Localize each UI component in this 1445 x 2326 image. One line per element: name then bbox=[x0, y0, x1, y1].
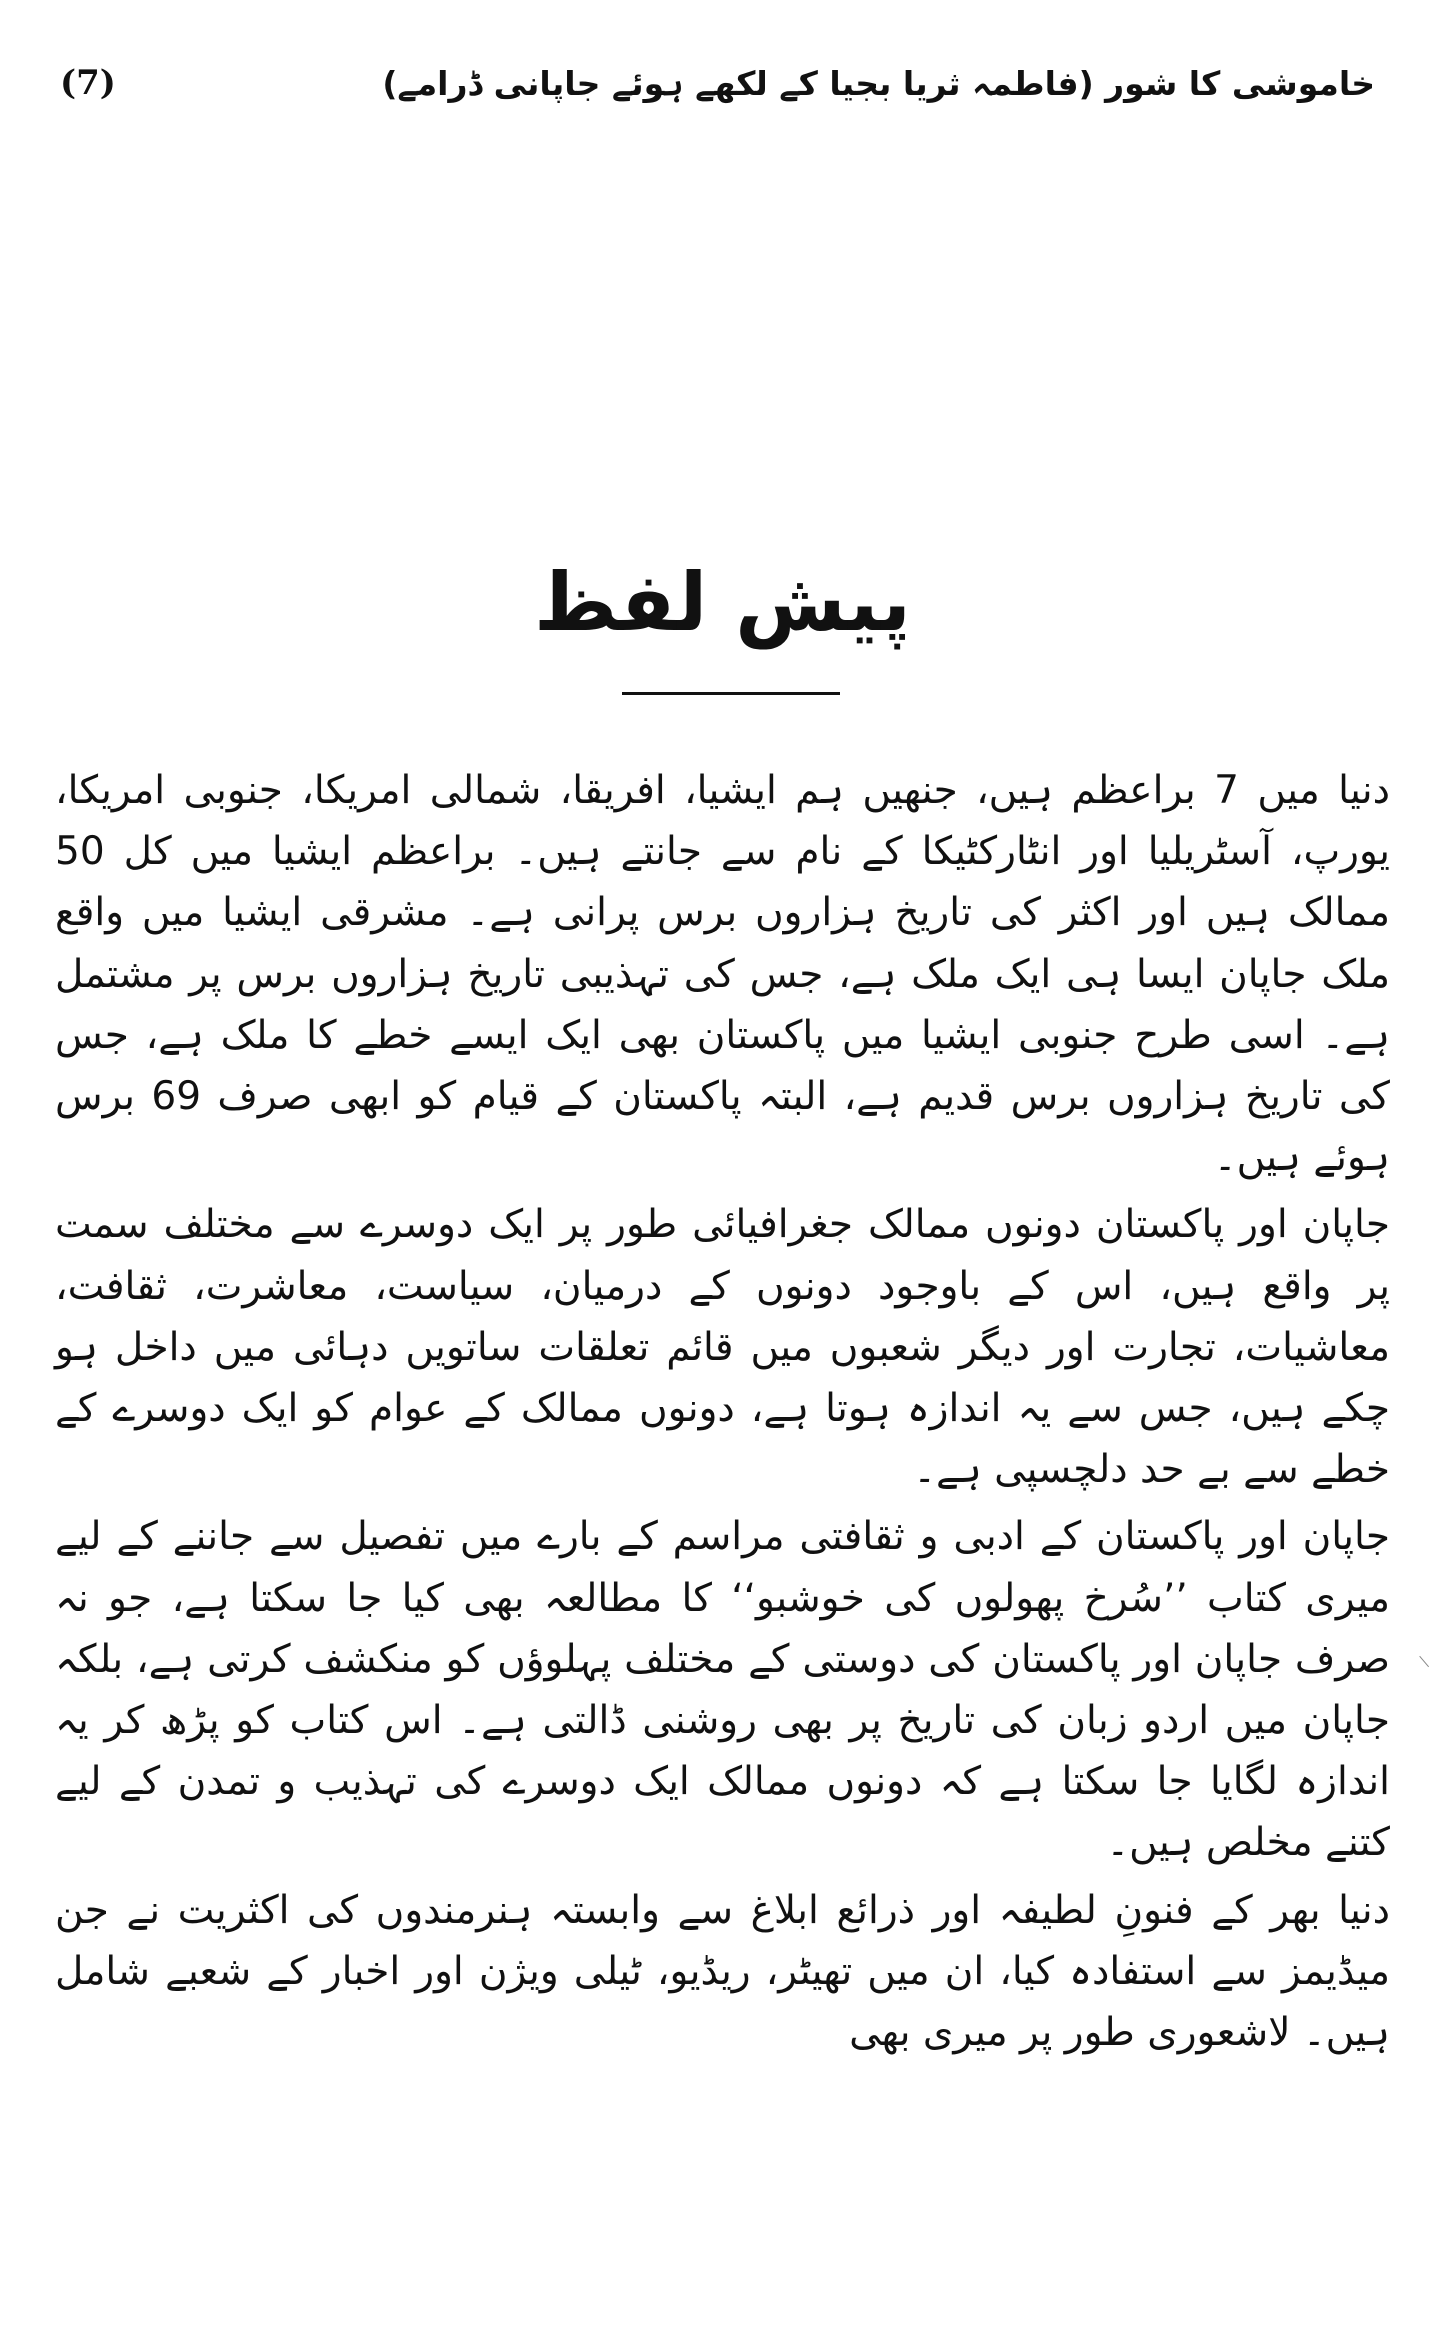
paragraph: دنیا بھر کے فنونِ لطیفہ اور ذرائع ابلاغ سے وابستہ ہنرمندوں کی اکثریت نے جن میڈیمز سے استفادہ کیا، ان میں تھیٹر، ریڈیو، ٹیلی ویژن اور اخبار کے شعبے شامل ہیں۔ لاشعوری طور پر میری بھی bbox=[55, 1887, 1390, 2056]
page-number: (7) bbox=[60, 63, 116, 103]
running-header bbox=[60, 48, 1375, 118]
paragraph: دنیا میں 7 براعظم ہیں، جنھیں ہم ایشیا، افریقا، شمالی امریکا، جنوبی امریکا، یورپ، آسٹریلیا اور انٹارکٹیکا کے نام سے جانتے ہیں۔ براعظم ایشیا میں کل 50 ممالک ہیں اور اکثر کی تاریخ ہزاروں برس پرانی ہے۔ مشرقی ایشیا میں واقع ملک جاپان ایسا ہی ایک ملک ہے، جس کی تہذیبی تاریخ ہزاروں برس پر مشتمل ہے۔ اسی طرح جنوبی ایشیا میں پاکستان بھی ایک ایسے خطے کا ملک ہے، جس کی تاریخ ہزاروں برس قدیم ہے، البتہ پاکستان کے قیام کو ابھی صرف 69 برس ہوئے ہیں۔ bbox=[55, 768, 1390, 1181]
margin-mark bbox=[1419, 1647, 1439, 1667]
paragraph: جاپان اور پاکستان دونوں ممالک جغرافیائی طور پر ایک دوسرے سے مختلف سمت پر واقع ہیں، اس کے باوجود دونوں کے درمیان، سیاست، معاشرت، ثقافت، معاشیات، تجارت اور دیگر شعبوں میں قائم تعلقات ساتویں دہائی میں داخل ہو چکے ہیں، جس سے یہ اندازہ ہوتا ہے، دونوں ممالک کے عوام کو ایک دوسرے کے خطے سے بے حد دلچسپی ہے۔ bbox=[55, 1202, 1390, 1493]
book-title: خاموشی کا شور (فاطمہ ثریا بجیا کے لکھے ہوئے جاپانی ڈرامے) bbox=[382, 63, 1375, 103]
body-text bbox=[55, 760, 1390, 2063]
heading-underline bbox=[622, 692, 840, 695]
paragraph: جاپان اور پاکستان کے ادبی و ثقافتی مراسم کے بارے میں تفصیل سے جاننے کے لیے میری کتاب ’’سُرخ پھولوں کی خوشبو‘‘ کا مطالعہ بھی کیا جا سکتا ہے، جو نہ صرف جاپان اور پاکستان کی دوستی کے مختلف پہلوؤں کو منکشف کرتی ہے، بلکہ جاپان میں اردو زبان کی تاریخ پر بھی روشنی ڈالتی ہے۔ اس کتاب کو پڑھ کر یہ اندازہ لگایا جا سکتا ہے کہ دونوں ممالک ایک دوسرے کی تہذیب و تمدن کے لیے کتنے مخلص ہیں۔ bbox=[55, 1514, 1390, 1866]
chapter-heading: پیش لفظ bbox=[534, 556, 911, 649]
